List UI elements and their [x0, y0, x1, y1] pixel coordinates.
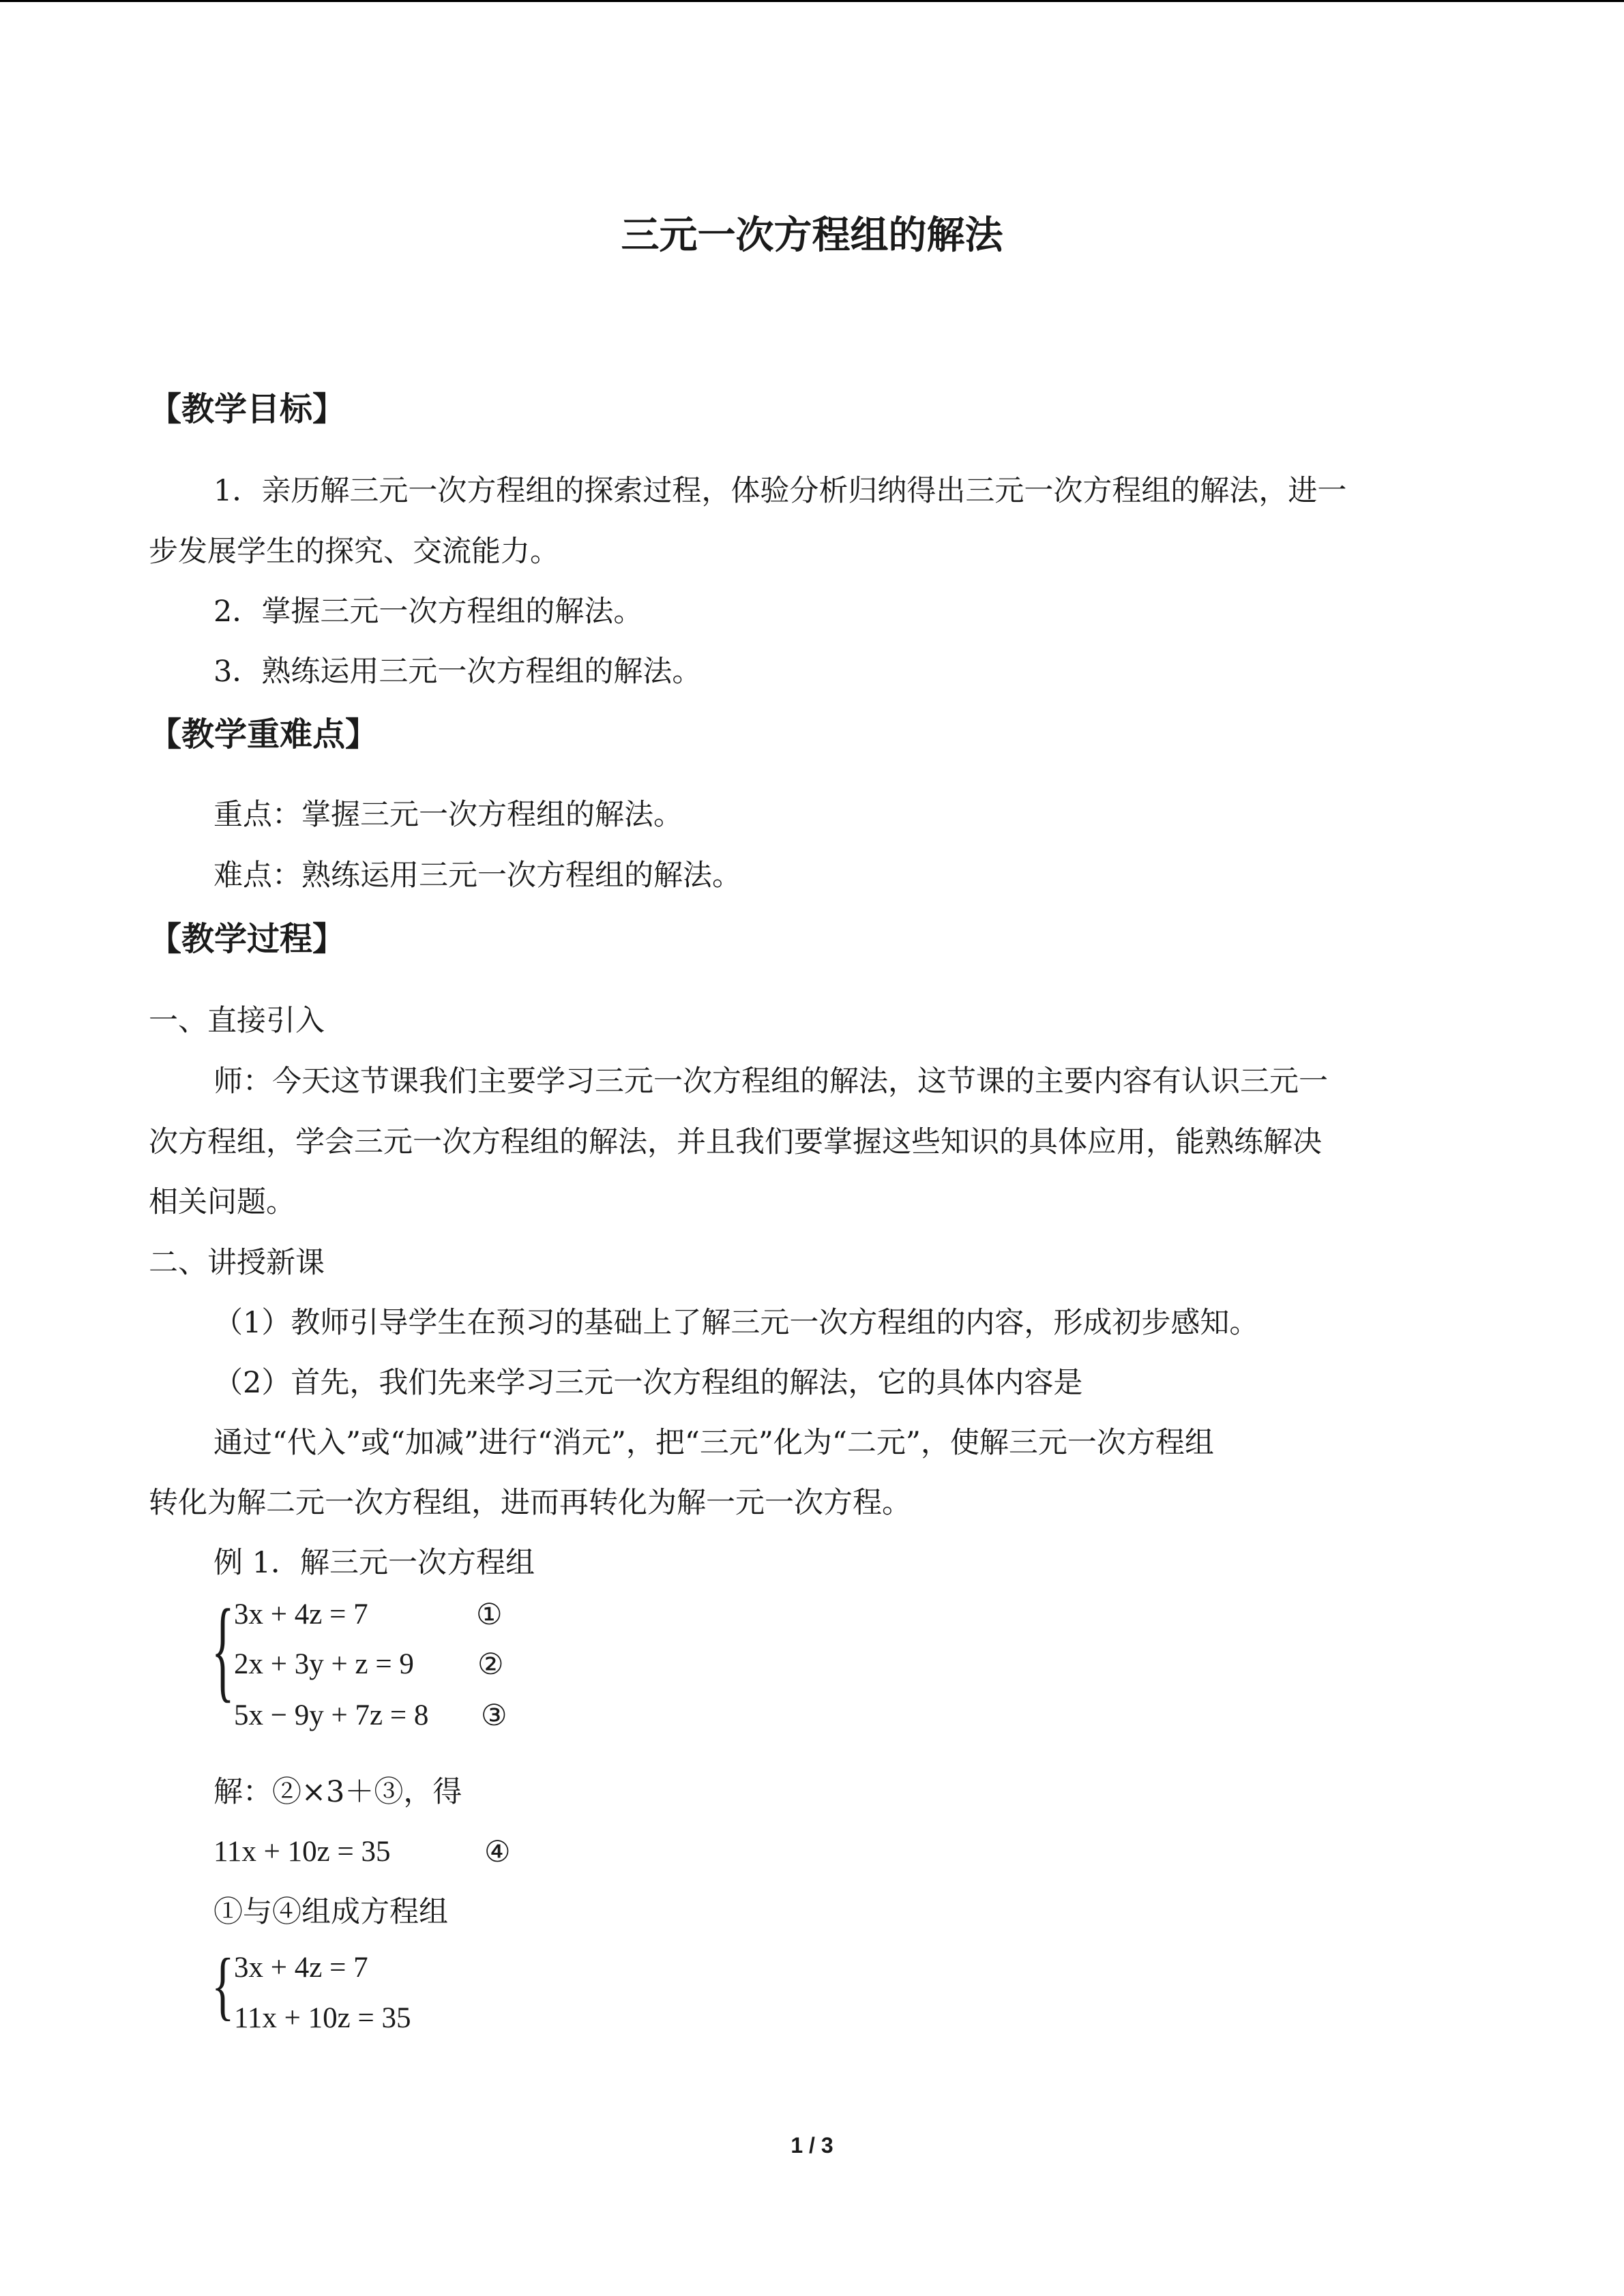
equation-4-tag: ④	[484, 1835, 511, 1869]
method-line-2: 转化为解二元一次方程组，进而再转化为解一元一次方程。	[149, 1486, 911, 1520]
equation-4: 11x + 10z = 35	[213, 1836, 391, 1868]
section-header-goals: 【教学目标】	[149, 390, 346, 428]
system-1-equation-3-tag: ③	[481, 1699, 507, 1733]
section-header-process: 【教学过程】	[149, 920, 346, 958]
goal-1-line-2: 步发展学生的探究、交流能力。	[149, 535, 559, 569]
goal-1-line-1: 1．亲历解三元一次方程组的探索过程，体验分析归纳得出三元一次方程组的解法，进一	[213, 474, 1347, 508]
system-1-equation-2-tag: ②	[477, 1648, 504, 1682]
system-1-equation-1: 3x + 4z = 7	[234, 1598, 368, 1630]
system-1-equation-2: 2x + 3y + z = 9	[234, 1648, 414, 1680]
goal-2: 2．掌握三元一次方程组的解法。	[213, 595, 643, 629]
top-border	[0, 0, 1624, 2]
page-number: 1 / 3	[791, 2133, 833, 2158]
system-1-brace: {	[211, 1587, 235, 1714]
part-1-line-3: 相关问题。	[149, 1185, 295, 1219]
part-1-title: 一、直接引入	[149, 1004, 325, 1038]
system-2-equation-1: 3x + 4z = 7	[234, 1952, 368, 1984]
solution-step-2: ①与④组成方程组	[213, 1895, 448, 1929]
part-1-line-2: 次方程组，学会三元一次方程组的解法，并且我们要掌握这些知识的具体应用，能熟练解决	[149, 1125, 1322, 1159]
solution-step-1: 解：②×3＋③，得	[213, 1775, 462, 1809]
system-1-equation-1-tag: ①	[476, 1598, 503, 1632]
key-point: 重点：掌握三元一次方程组的解法。	[213, 798, 683, 832]
system-1-equation-3: 5x − 9y + 7z = 8	[234, 1699, 429, 1731]
section-header-key-points: 【教学重难点】	[149, 715, 379, 754]
part-1-line-1: 师：今天这节课我们主要学习三元一次方程组的解法，这节课的主要内容有认识三元一	[213, 1064, 1328, 1099]
example-title: 例 1．解三元一次方程组	[213, 1546, 535, 1580]
part-2-item-1: （1）教师引导学生在预习的基础上了解三元一次方程组的内容，形成初步感知。	[213, 1306, 1259, 1340]
method-line-1: 通过“代入”或“加减”进行“消元”，把“三元”化为“二元”，使解三元一次方程组	[213, 1426, 1214, 1460]
part-2-item-2: （2）首先，我们先来学习三元一次方程组的解法，它的具体内容是	[213, 1366, 1083, 1400]
system-2-equation-2: 11x + 10z = 35	[234, 2002, 411, 2034]
document-title: 三元一次方程组的解法	[621, 213, 1003, 258]
part-2-title: 二、讲授新课	[149, 1246, 325, 1280]
difficult-point: 难点：熟练运用三元一次方程组的解法。	[213, 859, 741, 893]
system-2-brace: {	[211, 1944, 235, 2029]
goal-3: 3．熟练运用三元一次方程组的解法。	[213, 655, 702, 689]
